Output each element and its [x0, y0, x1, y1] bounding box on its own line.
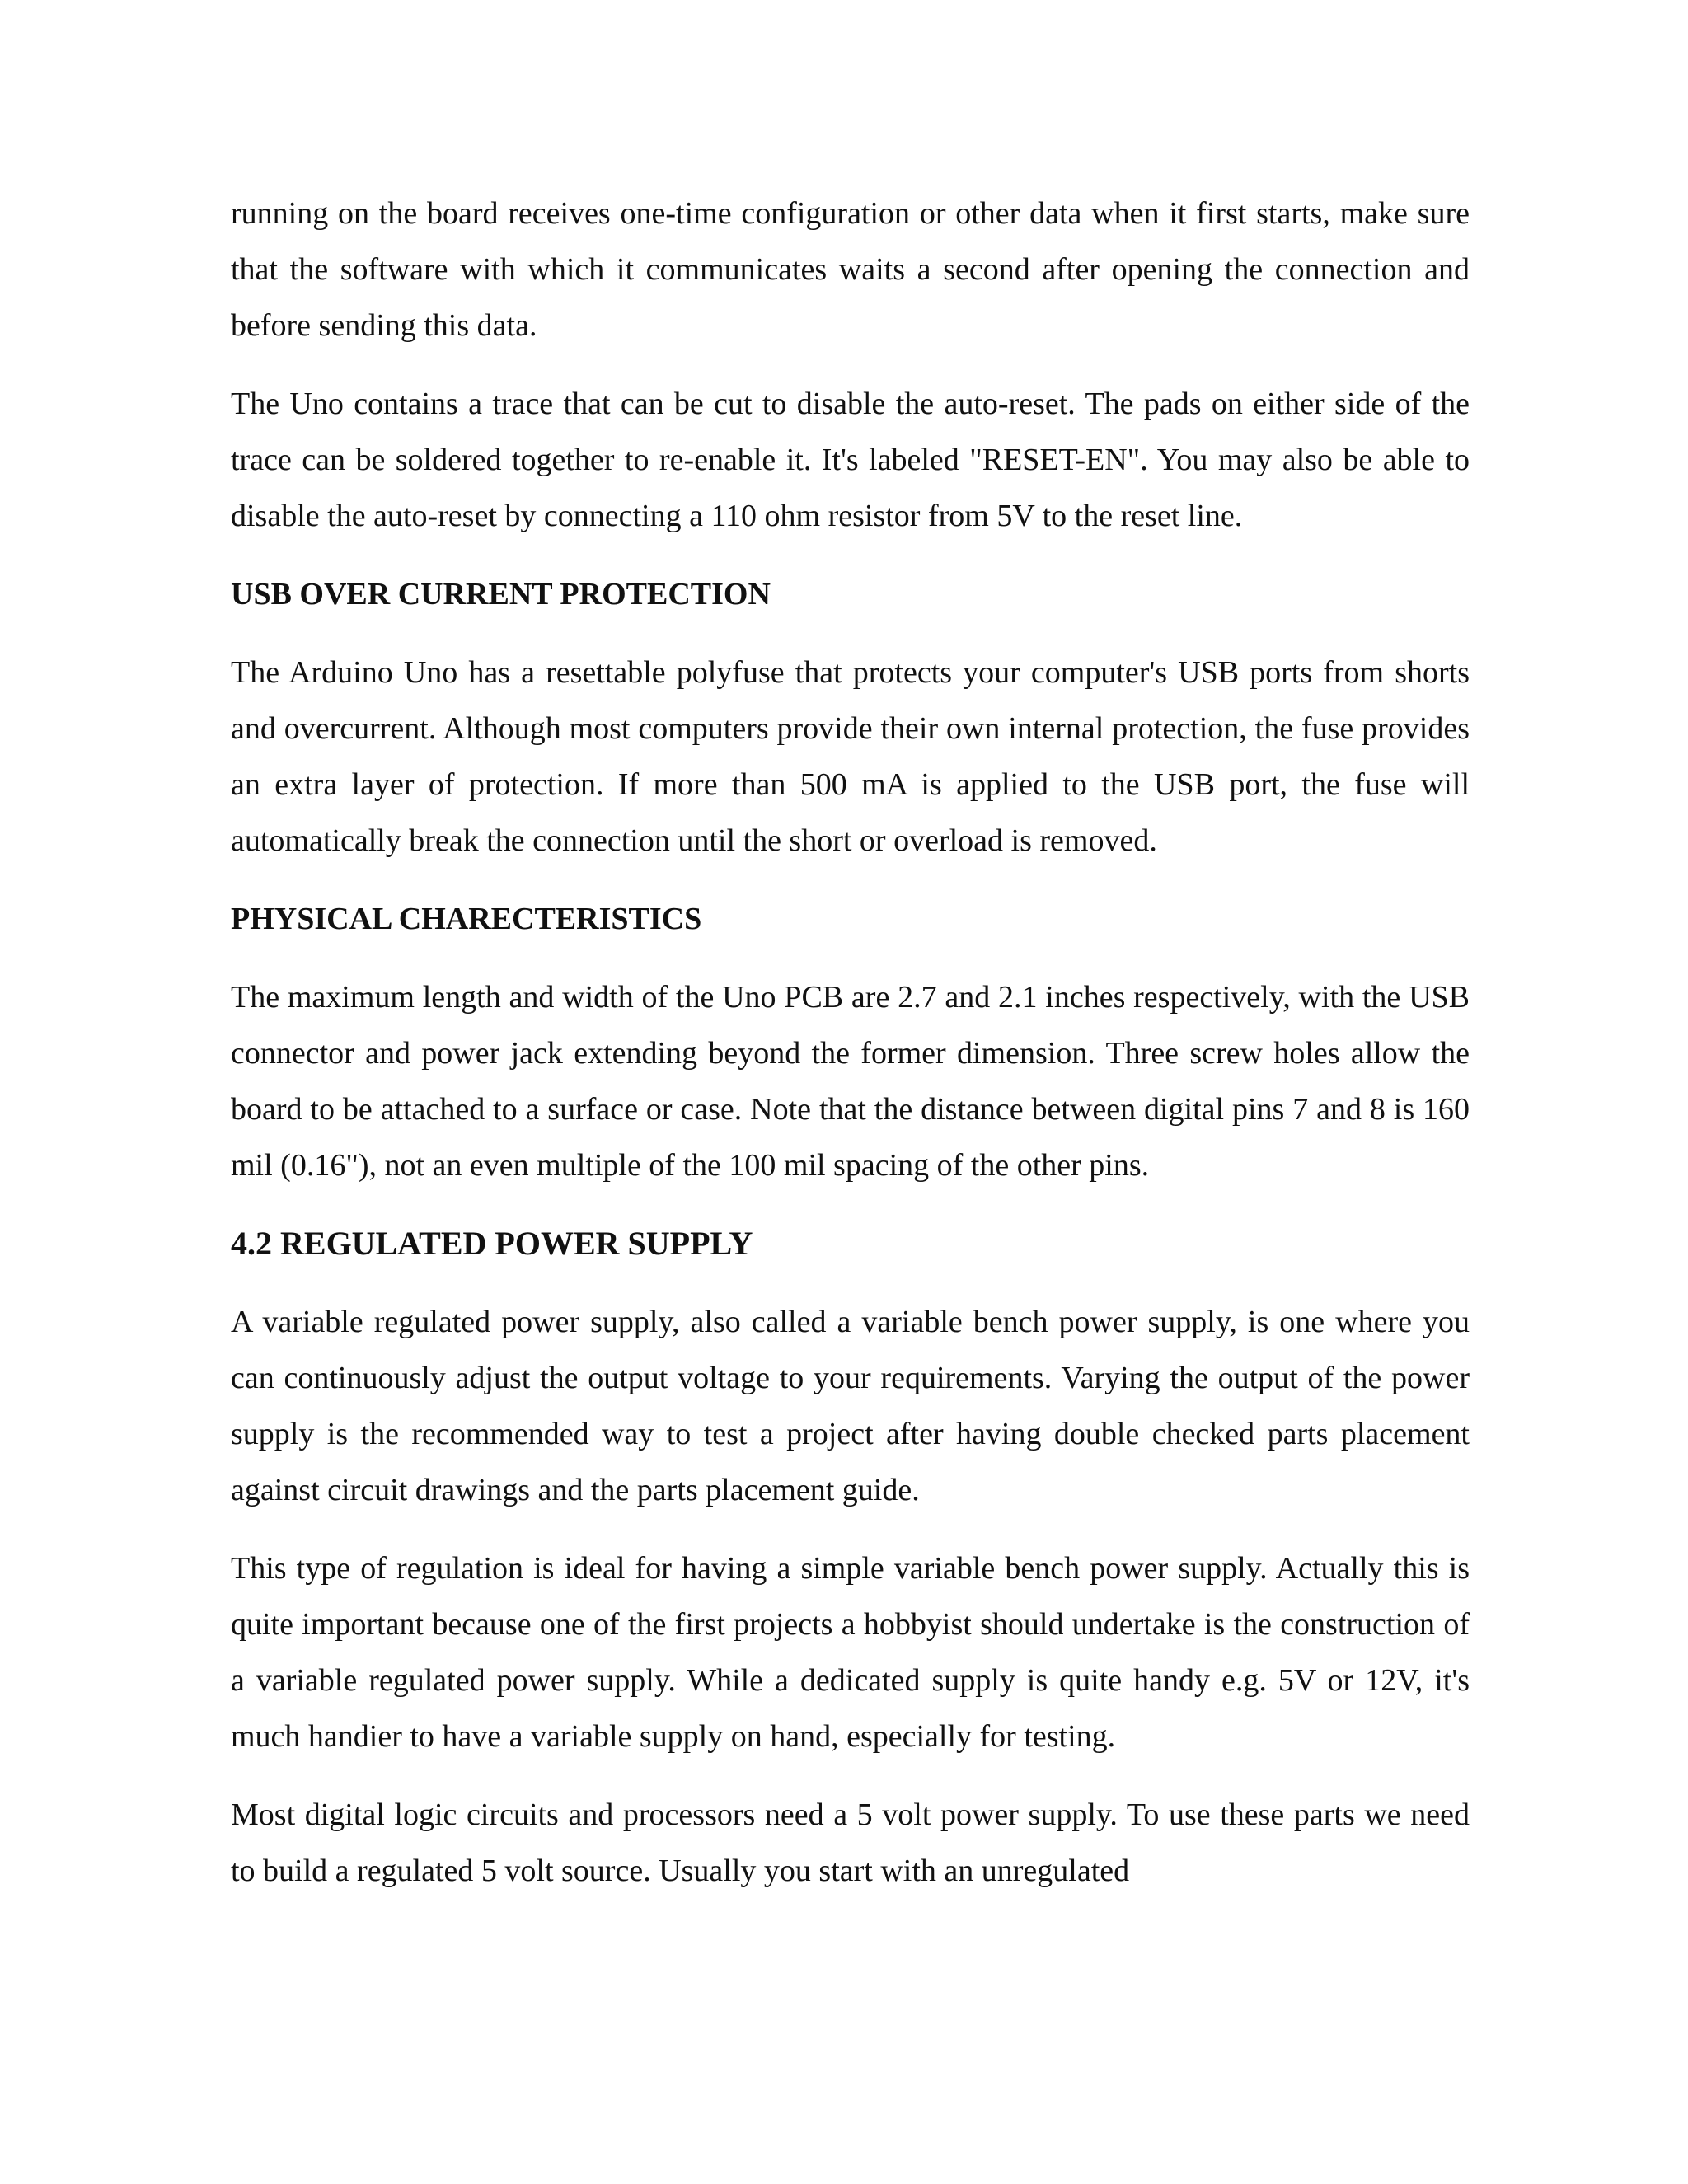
paragraph-5-volt-supply: Most digital logic circuits and processors need a 5 volt power supply. To use these parts we need to build a regulated 5 volt source. Usually you start with an unregulated [231, 1797, 1470, 1888]
paragraph-variable-supply: A variable regulated power supply, also called a variable bench power supply, is one where you can continuously adjust the output voltage to your requirements. Varying the output of the power supply is the recommended way to test a project after having double checked parts placement against circuit drawings and the parts placement guide. [231, 1305, 1470, 1507]
paragraph-pcb-dimensions: The maximum length and width of the Uno PCB are 2.7 and 2.1 inches respectively, with the USB connector and power jack extending beyond the former dimension. Three screw holes allow the board to be attached to a surface or case. Note that the distance between digital pins 7 and 8 is 160 mil (0.16"), not an even multiple of the 100 mil spacing of the other pins. [231, 980, 1470, 1183]
paragraph-regulation-type: This type of regulation is ideal for having a simple variable bench power supply. Actually this is quite important because one of the first projects a hobbyist should undertake is the construction of a variable regulated power supply. While a dedicated supply is quite handy e.g. 5V or 12V, it's much handier to have a variable supply on hand, especially for testing. [231, 1551, 1470, 1754]
heading-usb-over-current-protection: USB OVER CURRENT PROTECTION [231, 577, 771, 612]
heading-physical-characteristics: PHYSICAL CHARECTERISTICS [231, 902, 702, 936]
heading-regulated-power-supply: 4.2 REGULATED POWER SUPPLY [231, 1225, 753, 1262]
paragraph-auto-reset-config: running on the board receives one-time configuration or other data when it first starts, make sure that the software with which it communicates waits a second after opening the connection and before sending this data. [231, 196, 1470, 343]
document-page [231, 185, 1470, 1899]
paragraph-reset-en-trace: The Uno contains a trace that can be cut to disable the auto-reset. The pads on either side of the trace can be soldered together to re-enable it. It's labeled "RESET-EN". You may also be able to disable the auto-reset by connecting a 110 ohm resistor from 5V to the reset line. [231, 387, 1470, 533]
paragraph-polyfuse: The Arduino Uno has a resettable polyfuse that protects your computer's USB ports from shorts and overcurrent. Although most computers provide their own internal protection, the fuse provides an extra layer of protection. If more than 500 mA is applied to the USB port, the fuse will automatically break the connection until the short or overload is removed. [231, 655, 1470, 858]
